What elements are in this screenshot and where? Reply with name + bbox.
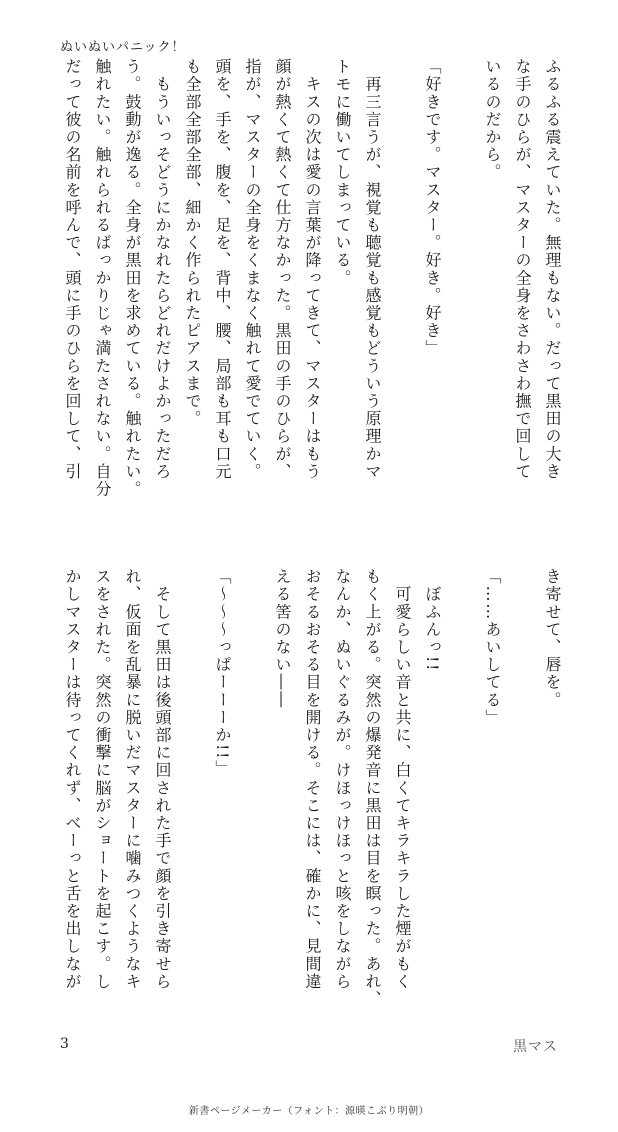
text-column: もういっそどうにかなれたらどれだけよかっただろ <box>153 58 172 481</box>
text-column: もく上がる。突然の爆発音に黒田は目を瞑った。あれ、 <box>363 568 382 1008</box>
running-header-title: ぬいぬいパニック！ <box>60 40 186 55</box>
text-column <box>178 568 208 1008</box>
text-column <box>448 58 478 528</box>
text-column: おそるおそる目を開ける。そこには、確かに、見間違 <box>303 568 322 991</box>
text-column: ふるふる震えていた。無理もない。だって黒田の大き <box>543 58 562 481</box>
text-column: き寄せて、唇を。 <box>543 568 562 709</box>
upper-text-block <box>58 58 568 528</box>
text-column: キスの次は愛の言葉が降ってきて、マスターはもう <box>303 58 322 481</box>
text-column: 「好きです。マスター。好き。好き」 <box>423 58 442 358</box>
footer-credit: 新書ページメーカー（フォント：源暎こぶり明朝） <box>188 1106 430 1117</box>
text-column: 再三言うが、視覚も聴覚も感覚もどういう原理かマ <box>363 58 382 481</box>
text-column: 頭を、手を、腹を、足を、背中、腰、局部も耳も口元 <box>213 58 232 481</box>
text-column: なんか、ぬいぐるみが。けほっけほっと咳をしながら <box>333 568 352 991</box>
text-column: 可愛らしい音と共に、白くてキラキラした煙がもく <box>393 568 412 991</box>
lower-text-block <box>58 568 568 1008</box>
page-number: 3 <box>60 1036 69 1052</box>
text-column: かしマスターは待ってくれず、べーっと舌を出しなが <box>63 568 82 991</box>
page-author: 黒マス <box>513 1039 558 1055</box>
text-column <box>448 568 478 1008</box>
text-column: える筈のない―― <box>273 568 292 709</box>
text-column: 触れたい。触れられるばっかりじゃ満たされない。自分 <box>93 58 112 498</box>
text-column <box>238 568 268 1008</box>
text-column: いるのだから。 <box>483 58 502 182</box>
text-column: も全部全部全部、細かく作られたピアスまで。 <box>183 58 202 428</box>
text-column: 指が、マスターの全身をくまなく触れて愛でていく。 <box>243 58 262 481</box>
text-column: トモに働いてしまっている。 <box>333 58 352 287</box>
text-column: スをされた。突然の衝撃に脳がショートを起こす。し <box>93 568 112 991</box>
text-column: 「……あいしてる」 <box>483 568 502 727</box>
text-column: な手のひらが、マスターの全身をさわさわ撫で回して <box>513 58 532 481</box>
text-column <box>388 58 418 528</box>
text-column: 顔が熱くて熱くて仕方なかった。黒田の手のひらが、 <box>273 58 292 481</box>
text-column: ぼふんっ!! <box>423 568 442 673</box>
text-column: 「～～～っぱーーーか!!」 <box>213 568 232 778</box>
text-column: そして黒田は後頭部に回された手で顔を引き寄せら <box>153 568 172 991</box>
text-column: う。鼓動が逸る。全身が黒田を求めている。触れたい。 <box>123 58 142 498</box>
text-column <box>508 568 538 1008</box>
text-column: れ、仮面を乱暴に脱いだマスターに噛みつくようなキ <box>123 568 142 991</box>
text-column: だって彼の名前を呼んで、頭に手のひらを回して、引 <box>63 58 82 481</box>
